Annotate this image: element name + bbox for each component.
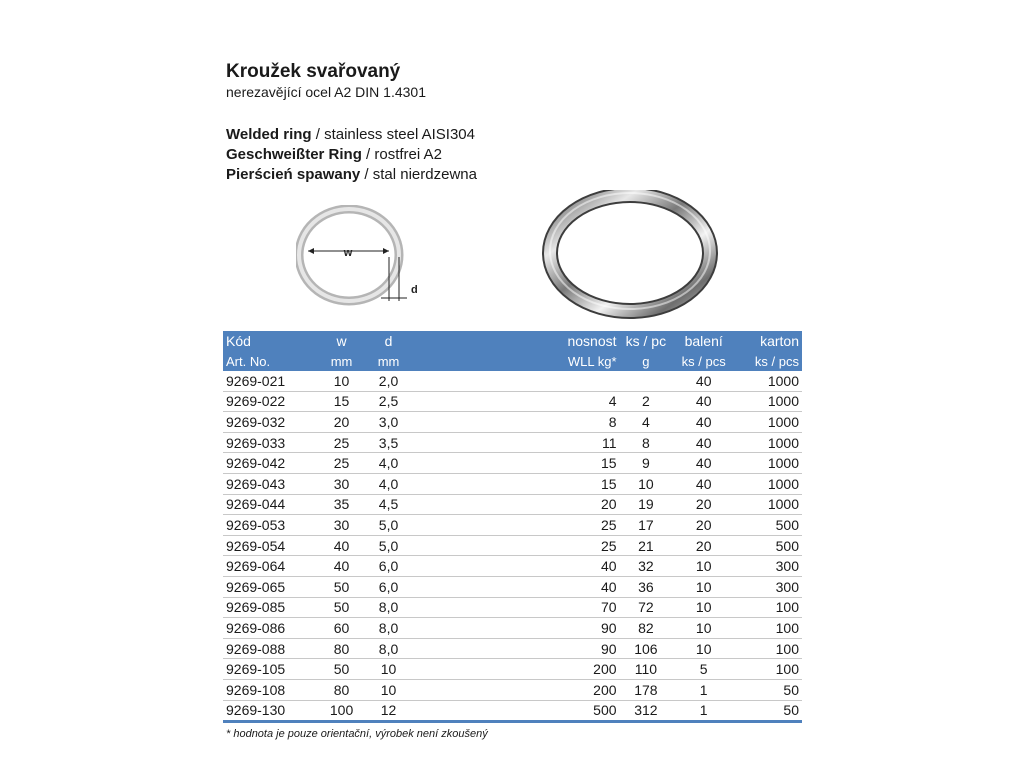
cell-load: 200	[412, 679, 620, 700]
cell-pack: 5	[672, 659, 735, 680]
cell-weight: 10	[620, 473, 673, 494]
translated-names	[226, 125, 477, 185]
cell-load: 8	[412, 412, 620, 433]
cell-pack: 10	[672, 638, 735, 659]
cell-code: 9269-054	[223, 535, 318, 556]
cell-pack: 40	[672, 371, 735, 391]
cell-load: 90	[412, 638, 620, 659]
title-block	[226, 60, 426, 101]
cell-w: 50	[318, 576, 365, 597]
cell-load: 40	[412, 576, 620, 597]
table-row	[223, 597, 802, 618]
col-subheader-pack: ks / pcs	[672, 351, 735, 371]
cell-d: 8,0	[365, 638, 412, 659]
table-header-row	[223, 351, 802, 371]
cell-weight: 19	[620, 494, 673, 515]
cell-weight: 9	[620, 453, 673, 474]
cell-w: 10	[318, 371, 365, 391]
table-row	[223, 679, 802, 700]
cell-carton: 300	[735, 576, 802, 597]
cell-load: 15	[412, 453, 620, 474]
cell-code: 9269-053	[223, 515, 318, 536]
cell-pack: 10	[672, 576, 735, 597]
table-row	[223, 515, 802, 536]
footnote: * hodnota je pouze orientační, výrobek není zkoušený	[226, 728, 488, 740]
cell-pack: 1	[672, 700, 735, 722]
cell-pack: 10	[672, 556, 735, 577]
cell-code: 9269-022	[223, 391, 318, 412]
cell-w: 60	[318, 618, 365, 639]
col-header-pack: balení	[672, 331, 735, 351]
col-subheader-weight: g	[620, 351, 673, 371]
cell-weight	[620, 371, 673, 391]
cell-code: 9269-043	[223, 473, 318, 494]
cell-carton: 1000	[735, 371, 802, 391]
col-header-d: d	[365, 331, 412, 351]
cell-d: 5,0	[365, 515, 412, 536]
cell-w: 50	[318, 659, 365, 680]
cell-weight: 312	[620, 700, 673, 722]
cell-weight: 32	[620, 556, 673, 577]
cell-code: 9269-044	[223, 494, 318, 515]
cell-load	[412, 371, 620, 391]
table-row	[223, 371, 802, 391]
table-row	[223, 700, 802, 722]
cell-pack: 40	[672, 432, 735, 453]
cell-pack: 40	[672, 412, 735, 433]
table-row	[223, 638, 802, 659]
cell-load: 25	[412, 515, 620, 536]
spec-table	[223, 331, 802, 723]
name-polish: Pierścień spawany / stal nierdzewna	[226, 166, 477, 183]
product-subtitle: nerezavějící ocel A2 DIN 1.4301	[226, 84, 427, 100]
col-subheader-d: mm	[365, 351, 412, 371]
cell-d: 2,0	[365, 371, 412, 391]
name-german: Geschweißter Ring / rostfrei A2	[226, 146, 442, 163]
ring-dimension-diagram	[296, 205, 426, 310]
cell-weight: 72	[620, 597, 673, 618]
cell-d: 12	[365, 700, 412, 722]
cell-w: 40	[318, 535, 365, 556]
table-header-row	[223, 331, 802, 351]
product-title: Kroužek svařovaný	[226, 61, 401, 82]
cell-code: 9269-033	[223, 432, 318, 453]
cell-weight: 8	[620, 432, 673, 453]
cell-code: 9269-042	[223, 453, 318, 474]
col-header-w: w	[318, 331, 365, 351]
cell-carton: 1000	[735, 432, 802, 453]
cell-d: 2,5	[365, 391, 412, 412]
cell-carton: 50	[735, 679, 802, 700]
cell-w: 40	[318, 556, 365, 577]
cell-d: 10	[365, 679, 412, 700]
cell-pack: 1	[672, 679, 735, 700]
cell-w: 35	[318, 494, 365, 515]
table-row	[223, 494, 802, 515]
table-row	[223, 618, 802, 639]
cell-pack: 20	[672, 515, 735, 536]
cell-d: 4,0	[365, 473, 412, 494]
cell-load: 4	[412, 391, 620, 412]
table-row	[223, 556, 802, 577]
cell-pack: 20	[672, 535, 735, 556]
cell-weight: 82	[620, 618, 673, 639]
cell-load: 70	[412, 597, 620, 618]
cell-weight: 21	[620, 535, 673, 556]
cell-carton: 100	[735, 659, 802, 680]
cell-weight: 106	[620, 638, 673, 659]
col-subheader-code: Art. No.	[223, 351, 318, 371]
cell-w: 30	[318, 515, 365, 536]
cell-carton: 1000	[735, 391, 802, 412]
col-header-code: Kód	[223, 331, 318, 351]
cell-weight: 36	[620, 576, 673, 597]
cell-code: 9269-108	[223, 679, 318, 700]
cell-weight: 110	[620, 659, 673, 680]
cell-weight: 4	[620, 412, 673, 433]
col-subheader-carton: ks / pcs	[735, 351, 802, 371]
w-label: w	[343, 247, 353, 259]
table-row	[223, 659, 802, 680]
cell-load: 500	[412, 700, 620, 722]
cell-carton: 100	[735, 638, 802, 659]
cell-w: 30	[318, 473, 365, 494]
cell-d: 6,0	[365, 556, 412, 577]
cell-load: 11	[412, 432, 620, 453]
cell-code: 9269-065	[223, 576, 318, 597]
cell-code: 9269-064	[223, 556, 318, 577]
cell-carton: 1000	[735, 412, 802, 433]
col-header-weight: ks / pc	[620, 331, 673, 351]
cell-carton: 500	[735, 515, 802, 536]
cell-d: 4,5	[365, 494, 412, 515]
cell-code: 9269-085	[223, 597, 318, 618]
table-row	[223, 391, 802, 412]
cell-w: 80	[318, 638, 365, 659]
cell-load: 25	[412, 535, 620, 556]
cell-w: 80	[318, 679, 365, 700]
cell-weight: 178	[620, 679, 673, 700]
cell-code: 9269-032	[223, 412, 318, 433]
cell-carton: 1000	[735, 494, 802, 515]
cell-pack: 10	[672, 597, 735, 618]
cell-d: 6,0	[365, 576, 412, 597]
cell-pack: 40	[672, 391, 735, 412]
cell-carton: 500	[735, 535, 802, 556]
cell-load: 15	[412, 473, 620, 494]
cell-pack: 40	[672, 453, 735, 474]
cell-load: 40	[412, 556, 620, 577]
table-row	[223, 473, 802, 494]
cell-weight: 2	[620, 391, 673, 412]
cell-code: 9269-130	[223, 700, 318, 722]
cell-w: 100	[318, 700, 365, 722]
cell-carton: 1000	[735, 453, 802, 474]
cell-pack: 10	[672, 618, 735, 639]
cell-d: 3,5	[365, 432, 412, 453]
table-row	[223, 576, 802, 597]
cell-weight: 17	[620, 515, 673, 536]
cell-d: 4,0	[365, 453, 412, 474]
cell-code: 9269-105	[223, 659, 318, 680]
cell-carton: 100	[735, 618, 802, 639]
cell-d: 5,0	[365, 535, 412, 556]
table-row	[223, 535, 802, 556]
cell-d: 8,0	[365, 597, 412, 618]
table-row	[223, 412, 802, 433]
col-header-carton: karton	[735, 331, 802, 351]
cell-pack: 20	[672, 494, 735, 515]
cell-d: 8,0	[365, 618, 412, 639]
cell-w: 20	[318, 412, 365, 433]
cell-pack: 40	[672, 473, 735, 494]
cell-code: 9269-088	[223, 638, 318, 659]
cell-load: 90	[412, 618, 620, 639]
cell-carton: 300	[735, 556, 802, 577]
d-label: d	[411, 284, 418, 296]
ring-product-image	[540, 190, 722, 320]
cell-carton: 50	[735, 700, 802, 722]
table-row	[223, 432, 802, 453]
cell-load: 200	[412, 659, 620, 680]
cell-code: 9269-021	[223, 371, 318, 391]
cell-d: 3,0	[365, 412, 412, 433]
col-header-load: nosnost	[412, 331, 620, 351]
cell-d: 10	[365, 659, 412, 680]
table-row	[223, 453, 802, 474]
cell-w: 50	[318, 597, 365, 618]
cell-w: 25	[318, 453, 365, 474]
cell-code: 9269-086	[223, 618, 318, 639]
cell-load: 20	[412, 494, 620, 515]
cell-w: 25	[318, 432, 365, 453]
name-english: Welded ring / stainless steel AISI304	[226, 126, 475, 143]
col-subheader-w: mm	[318, 351, 365, 371]
cell-carton: 1000	[735, 473, 802, 494]
cell-w: 15	[318, 391, 365, 412]
cell-carton: 100	[735, 597, 802, 618]
col-subheader-load: WLL kg*	[412, 351, 620, 371]
